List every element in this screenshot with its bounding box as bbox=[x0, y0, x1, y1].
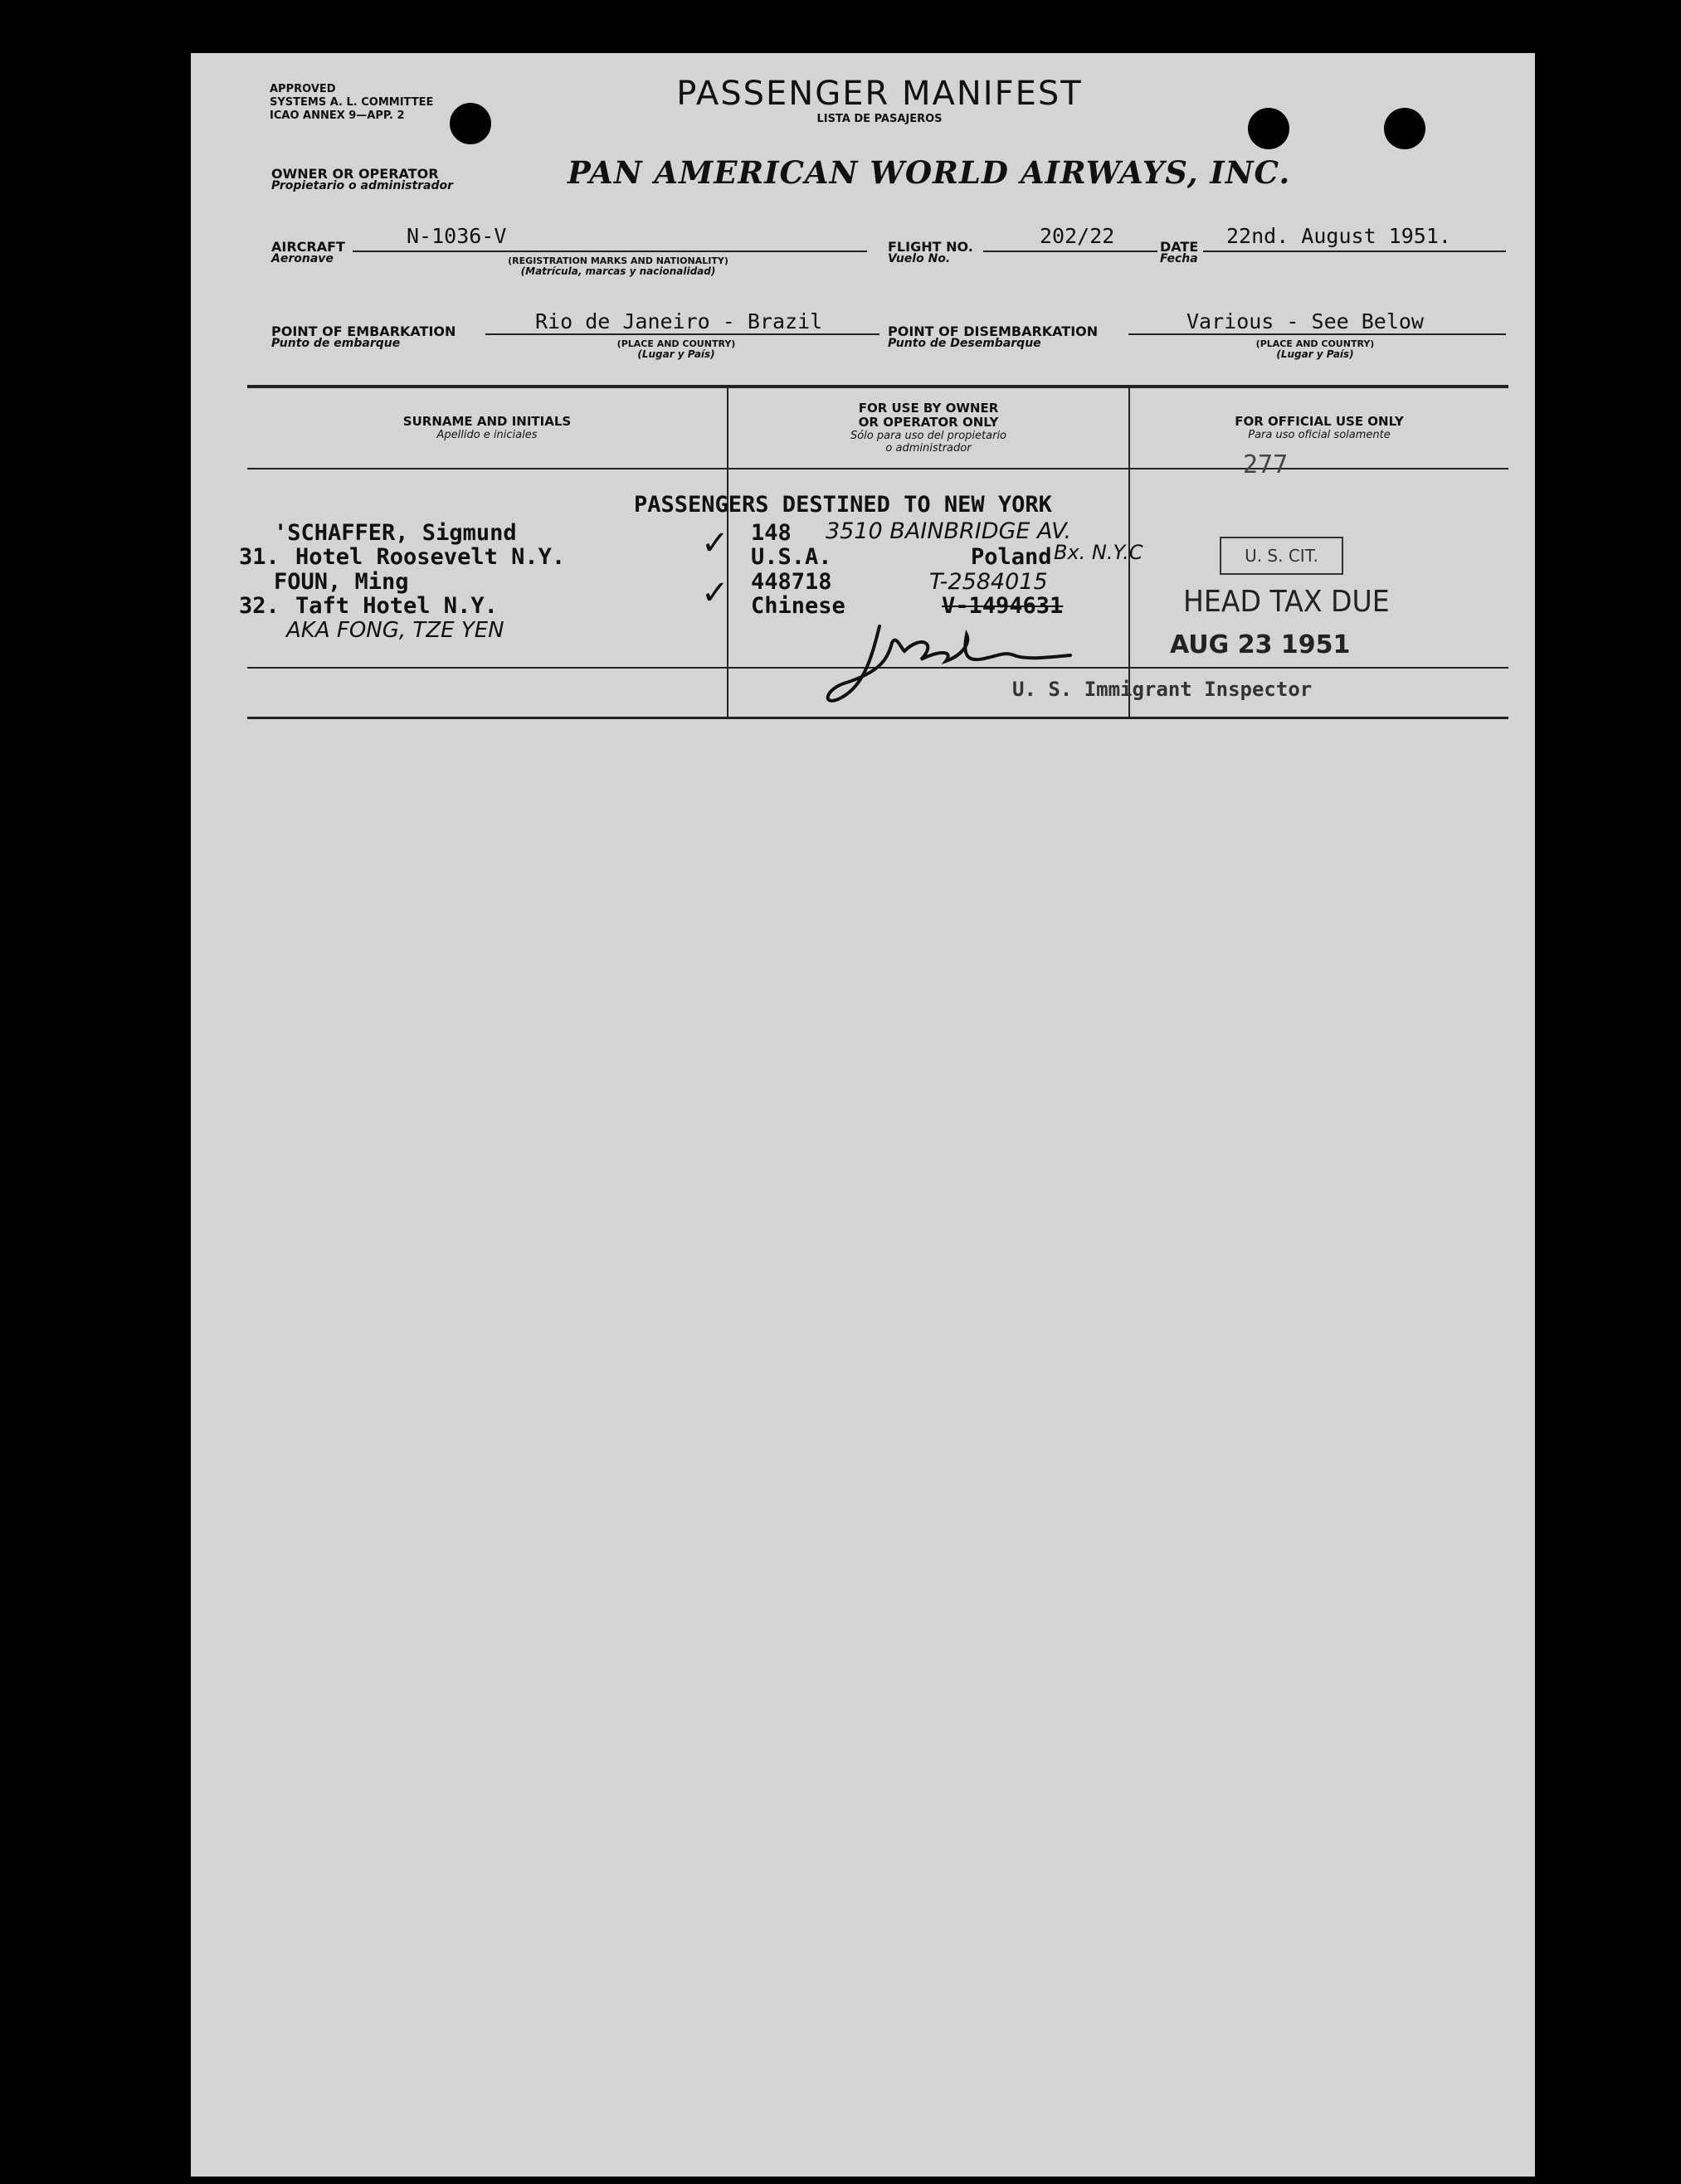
col-operator-title-es: Sólo para uso del propietario bbox=[850, 430, 1007, 442]
date-line bbox=[1203, 251, 1506, 252]
disembark-caption: (PLACE AND COUNTRY) bbox=[1255, 338, 1375, 349]
aircraft-label-es: Aeronave bbox=[271, 252, 334, 265]
official-number: 277 bbox=[1243, 450, 1289, 479]
inspector-caption: U. S. Immigrant Inspector bbox=[1012, 678, 1313, 701]
approval-block bbox=[270, 83, 433, 123]
disembark-line bbox=[1128, 333, 1506, 335]
col-operator-title-es-2: o administrador bbox=[885, 442, 972, 455]
handwritten-borough: Bx. N.Y.C bbox=[1054, 541, 1143, 564]
us-citizen-stamp: U. S. CIT. bbox=[1220, 537, 1343, 575]
col-surname-header bbox=[247, 415, 727, 441]
aircraft-value: N-1036-V bbox=[407, 224, 507, 248]
disembark-value: Various - See Below bbox=[1186, 309, 1424, 333]
passenger-number: 32. bbox=[239, 593, 280, 619]
flight-value: 202/22 bbox=[1040, 224, 1115, 248]
aircraft-label: AIRCRAFT bbox=[271, 239, 345, 255]
handwritten-aka: AKA FONG, TZE YEN bbox=[286, 618, 504, 643]
punch-hole bbox=[450, 103, 491, 144]
page-subtitle: LISTA DE PASAJEROS bbox=[816, 113, 943, 125]
aircraft-line bbox=[353, 251, 867, 252]
embark-caption: (PLACE AND COUNTRY) bbox=[616, 338, 736, 349]
section-heading: PASSENGERS DESTINED TO NEW YORK bbox=[634, 492, 1052, 518]
disembark-caption-es: (Lugar y País) bbox=[1276, 348, 1354, 360]
handwritten-number: T-2584015 bbox=[929, 569, 1048, 595]
col-official-header bbox=[1130, 415, 1508, 441]
flight-label-es: Vuelo No. bbox=[888, 252, 951, 265]
aircraft-caption-es: (Matrícula, marcas y nacionalidad) bbox=[520, 265, 716, 277]
manifest-sheet bbox=[191, 53, 1535, 2177]
handwritten-address: 3510 BAINBRIDGE AV. bbox=[826, 518, 1072, 544]
passenger-address: Hotel Roosevelt N.Y. bbox=[295, 544, 566, 570]
table-header-rule bbox=[247, 468, 1508, 469]
col-official-title: FOR OFFICIAL USE ONLY bbox=[1235, 414, 1404, 429]
aircraft-caption: (REGISTRATION MARKS AND NATIONALITY) bbox=[508, 255, 728, 266]
approved-committee: SYSTEMS A. L. COMMITTEE bbox=[270, 96, 434, 109]
page-title: PASSENGER MANIFEST bbox=[676, 75, 1083, 113]
date-label-es: Fecha bbox=[1160, 252, 1198, 265]
check-mark-icon: ✓ bbox=[701, 524, 729, 562]
title-block bbox=[606, 75, 1153, 125]
approved-annex: ICAO ANNEX 9—APP. 2 bbox=[270, 109, 405, 122]
col-surname-title-es: Apellido e iniciales bbox=[436, 429, 538, 441]
date-label: DATE bbox=[1160, 239, 1199, 255]
col-operator-header bbox=[728, 401, 1128, 455]
operator-number: 148 bbox=[751, 520, 792, 546]
passenger-name: FOUN, Ming bbox=[274, 569, 409, 595]
disembark-label-es: Punto de Desembarque bbox=[888, 337, 1041, 350]
operator-nationality: Chinese bbox=[751, 593, 845, 619]
owner-label-es: Propietario o administrador bbox=[271, 179, 454, 192]
operator-number: 448718 bbox=[751, 569, 832, 595]
flight-line bbox=[983, 251, 1157, 252]
airline-name: PAN AMERICAN WORLD AIRWAYS, INC. bbox=[568, 154, 1291, 191]
passenger-name: 'SCHAFFER, Sigmund bbox=[274, 520, 517, 546]
punch-hole bbox=[1248, 108, 1289, 149]
table-bottom-rule bbox=[247, 717, 1508, 719]
operator-birthplace: Poland bbox=[971, 544, 1052, 570]
col-operator-title: FOR USE BY OWNER bbox=[858, 401, 999, 416]
check-mark-icon: ✓ bbox=[701, 574, 729, 612]
punch-hole bbox=[1384, 108, 1425, 149]
operator-visa: V-1494631 bbox=[942, 593, 1064, 619]
approved-line: APPROVED bbox=[270, 83, 336, 95]
embark-label: POINT OF EMBARKATION bbox=[271, 323, 456, 339]
col-operator-title-2: OR OPERATOR ONLY bbox=[858, 415, 999, 430]
owner-label: OWNER OR OPERATOR bbox=[271, 166, 439, 182]
flight-label: FLIGHT NO. bbox=[888, 239, 973, 255]
embark-line bbox=[485, 333, 879, 335]
embark-caption-es: (Lugar y País) bbox=[637, 348, 715, 360]
col-official-title-es: Para uso oficial solamente bbox=[1248, 429, 1391, 441]
stamp-date: AUG 23 1951 bbox=[1170, 630, 1351, 659]
table-top-rule bbox=[247, 385, 1508, 388]
date-value: 22nd. August 1951. bbox=[1226, 224, 1451, 248]
operator-nationality: U.S.A. bbox=[751, 544, 832, 570]
passenger-number: 31. bbox=[239, 544, 280, 570]
embark-value: Rio de Janeiro - Brazil bbox=[535, 309, 823, 333]
disembark-label: POINT OF DISEMBARKATION bbox=[888, 323, 1099, 339]
embark-label-es: Punto de embarque bbox=[271, 337, 401, 350]
head-tax-stamp: HEAD TAX DUE bbox=[1183, 585, 1390, 619]
passenger-address: Taft Hotel N.Y. bbox=[295, 593, 498, 619]
col-surname-title: SURNAME AND INITIALS bbox=[402, 414, 572, 429]
